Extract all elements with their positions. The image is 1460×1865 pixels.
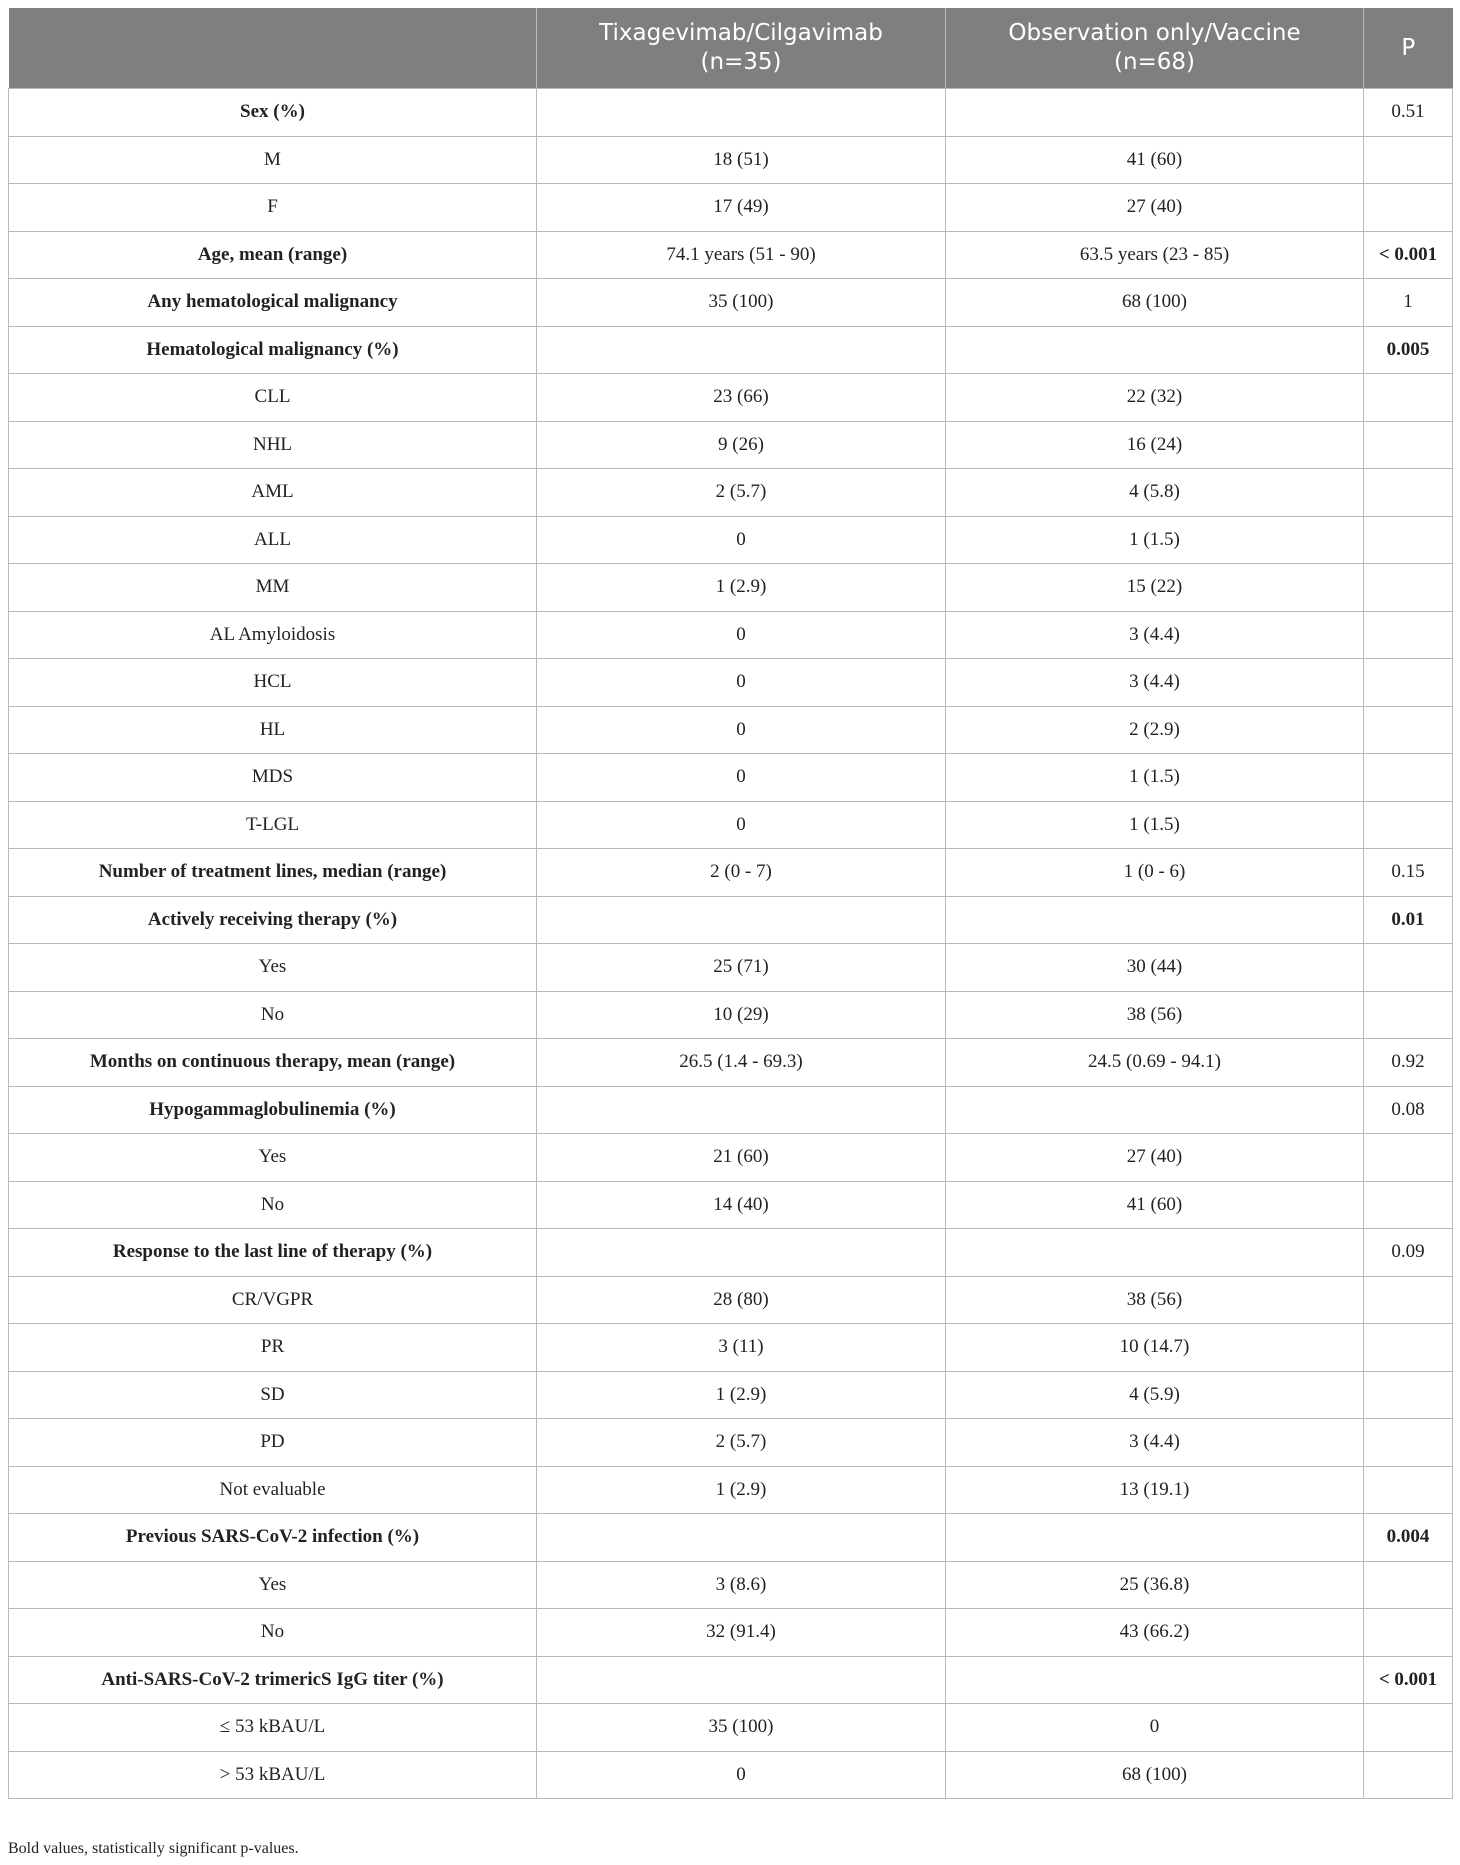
table-row [9,1371,1453,1419]
p-value-cell: < 0.001 [1364,1656,1453,1704]
p-value-cell [1364,184,1453,232]
p-value-cell [1364,1561,1453,1609]
row-label-cell: CR/VGPR [9,1276,537,1324]
tixagevimab-value-cell: 35 (100) [537,1704,946,1752]
table-row [9,1276,1453,1324]
row-label-cell: No [9,1609,537,1657]
tixagevimab-value-cell [537,1514,946,1562]
row-label-cell: Number of treatment lines, median (range) [9,849,537,897]
tixagevimab-value-cell: 0 [537,706,946,754]
header-row [9,8,1453,89]
tixagevimab-value-cell: 25 (71) [537,944,946,992]
observation-value-cell: 1 (1.5) [946,754,1364,802]
observation-value-cell [946,1229,1364,1277]
observation-value-cell: 15 (22) [946,564,1364,612]
row-label-cell: No [9,991,537,1039]
observation-value-cell [946,1656,1364,1704]
row-label-cell: Hypogammaglobulinemia (%) [9,1086,537,1134]
row-label-cell: Sex (%) [9,89,537,137]
observation-value-cell: 3 (4.4) [946,611,1364,659]
tixagevimab-value-cell: 9 (26) [537,421,946,469]
row-label-cell: ALL [9,516,537,564]
row-label-cell: HL [9,706,537,754]
table-row [9,801,1453,849]
table-row [9,1751,1453,1799]
header-observation-n: (n=68) [1113,49,1196,75]
row-label-cell: AML [9,469,537,517]
table-row [9,1086,1453,1134]
table-row [9,421,1453,469]
row-label-cell: Months on continuous therapy, mean (range) [9,1039,537,1087]
observation-value-cell: 41 (60) [946,1181,1364,1229]
tixagevimab-value-cell: 0 [537,659,946,707]
tixagevimab-value-cell: 3 (11) [537,1324,946,1372]
tixagevimab-value-cell [537,1229,946,1277]
p-value-cell [1364,991,1453,1039]
row-label-cell: PR [9,1324,537,1372]
observation-value-cell: 4 (5.8) [946,469,1364,517]
p-value-cell [1364,136,1453,184]
row-label-cell: T-LGL [9,801,537,849]
row-label-cell: Actively receiving therapy (%) [9,896,537,944]
table-row [9,279,1453,327]
p-value-cell: 0.08 [1364,1086,1453,1134]
observation-value-cell: 43 (66.2) [946,1609,1364,1657]
row-label-cell: CLL [9,374,537,422]
table-row [9,1656,1453,1704]
observation-value-cell: 68 (100) [946,279,1364,327]
p-value-cell [1364,1419,1453,1467]
tixagevimab-value-cell [537,326,946,374]
table-row [9,326,1453,374]
header-tixagevimab [537,8,946,89]
observation-value-cell: 25 (36.8) [946,1561,1364,1609]
row-label-cell: MM [9,564,537,612]
table-row [9,184,1453,232]
table-row [9,136,1453,184]
p-value-cell [1364,374,1453,422]
table-row [9,1229,1453,1277]
table-row [9,1609,1453,1657]
p-value-cell [1364,944,1453,992]
observation-value-cell: 10 (14.7) [946,1324,1364,1372]
row-label-cell: Yes [9,1134,537,1182]
observation-value-cell: 41 (60) [946,136,1364,184]
observation-value-cell: 1 (1.5) [946,801,1364,849]
row-label-cell: Hematological malignancy (%) [9,326,537,374]
p-value-cell [1364,1371,1453,1419]
row-label-cell: No [9,1181,537,1229]
table-row [9,1181,1453,1229]
table-row [9,1466,1453,1514]
observation-value-cell [946,1514,1364,1562]
tixagevimab-value-cell: 3 (8.6) [537,1561,946,1609]
p-value-cell: 0.005 [1364,326,1453,374]
observation-value-cell: 30 (44) [946,944,1364,992]
table-row [9,1561,1453,1609]
tixagevimab-value-cell: 74.1 years (51 - 90) [537,231,946,279]
tixagevimab-value-cell [537,1086,946,1134]
tixagevimab-value-cell: 21 (60) [537,1134,946,1182]
p-value-cell [1364,659,1453,707]
p-value-cell [1364,1276,1453,1324]
p-value-cell [1364,1181,1453,1229]
table-row [9,1419,1453,1467]
tixagevimab-value-cell: 2 (0 - 7) [537,849,946,897]
tixagevimab-value-cell: 0 [537,801,946,849]
p-value-cell [1364,421,1453,469]
tixagevimab-value-cell: 0 [537,516,946,564]
tixagevimab-value-cell: 35 (100) [537,279,946,327]
table-row [9,1704,1453,1752]
observation-value-cell: 38 (56) [946,991,1364,1039]
p-value-cell: 1 [1364,279,1453,327]
tixagevimab-value-cell: 0 [537,611,946,659]
tixagevimab-value-cell: 14 (40) [537,1181,946,1229]
row-label-cell: Yes [9,944,537,992]
p-value-cell [1364,801,1453,849]
table-row [9,1514,1453,1562]
tixagevimab-value-cell: 17 (49) [537,184,946,232]
row-label-cell: > 53 kBAU/L [9,1751,537,1799]
row-label-cell: Age, mean (range) [9,231,537,279]
row-label-cell: Any hematological malignancy [9,279,537,327]
tixagevimab-value-cell: 10 (29) [537,991,946,1039]
row-label-cell: Previous SARS-CoV-2 infection (%) [9,1514,537,1562]
p-value-cell [1364,1324,1453,1372]
p-value-cell: 0.004 [1364,1514,1453,1562]
p-value-cell [1364,1751,1453,1799]
tixagevimab-value-cell: 32 (91.4) [537,1609,946,1657]
tixagevimab-value-cell: 0 [537,754,946,802]
observation-value-cell [946,896,1364,944]
row-label-cell: HCL [9,659,537,707]
row-label-cell: PD [9,1419,537,1467]
row-label-cell: MDS [9,754,537,802]
header-tixagevimab-n: (n=35) [700,49,782,75]
table-row [9,1134,1453,1182]
header-characteristic [9,8,537,89]
observation-value-cell: 22 (32) [946,374,1364,422]
row-label-cell: F [9,184,537,232]
table-row [9,944,1453,992]
header-tixagevimab-name: Tixagevimab/Cilgavimab [599,20,883,46]
observation-value-cell: 3 (4.4) [946,659,1364,707]
table-row [9,516,1453,564]
p-value-cell: 0.01 [1364,896,1453,944]
row-label-cell: Not evaluable [9,1466,537,1514]
p-value-cell [1364,469,1453,517]
header-observation [946,8,1364,89]
header-p-value: P [1364,8,1453,89]
row-label-cell: M [9,136,537,184]
table-row [9,659,1453,707]
p-value-cell [1364,1466,1453,1514]
tixagevimab-value-cell [537,896,946,944]
p-value-cell: 0.51 [1364,89,1453,137]
table-row [9,89,1453,137]
row-label-cell: SD [9,1371,537,1419]
table-footnote: Bold values, statistically significant p-values. [8,1840,299,1857]
tixagevimab-value-cell: 0 [537,1751,946,1799]
tixagevimab-value-cell [537,1656,946,1704]
table-row [9,896,1453,944]
p-value-cell [1364,1609,1453,1657]
p-value-cell [1364,1134,1453,1182]
observation-value-cell: 38 (56) [946,1276,1364,1324]
observation-value-cell: 3 (4.4) [946,1419,1364,1467]
row-label-cell: Yes [9,1561,537,1609]
observation-value-cell: 0 [946,1704,1364,1752]
p-value-cell [1364,516,1453,564]
table-row [9,706,1453,754]
row-label-cell: Anti-SARS-CoV-2 trimericS IgG titer (%) [9,1656,537,1704]
observation-value-cell: 16 (24) [946,421,1364,469]
tixagevimab-value-cell: 18 (51) [537,136,946,184]
tixagevimab-value-cell: 23 (66) [537,374,946,422]
table-row [9,564,1453,612]
p-value-cell: 0.92 [1364,1039,1453,1087]
table-row [9,991,1453,1039]
observation-value-cell: 1 (1.5) [946,516,1364,564]
row-label-cell: ≤ 53 kBAU/L [9,1704,537,1752]
p-value-cell [1364,611,1453,659]
table-row [9,231,1453,279]
table-body [9,89,1453,1799]
tixagevimab-value-cell: 1 (2.9) [537,1371,946,1419]
observation-value-cell: 1 (0 - 6) [946,849,1364,897]
table-row [9,1039,1453,1087]
p-value-cell [1364,706,1453,754]
p-value-cell: 0.15 [1364,849,1453,897]
observation-value-cell: 63.5 years (23 - 85) [946,231,1364,279]
tixagevimab-value-cell [537,89,946,137]
observation-value-cell [946,89,1364,137]
table-header [9,8,1453,89]
observation-value-cell: 4 (5.9) [946,1371,1364,1419]
tixagevimab-value-cell: 2 (5.7) [537,469,946,517]
p-value-cell [1364,754,1453,802]
table-row [9,849,1453,897]
header-observation-name: Observation only/Vaccine [1008,20,1301,46]
characteristics-table-container [8,8,1452,1799]
tixagevimab-value-cell: 1 (2.9) [537,1466,946,1514]
tixagevimab-value-cell: 1 (2.9) [537,564,946,612]
observation-value-cell: 24.5 (0.69 - 94.1) [946,1039,1364,1087]
observation-value-cell: 13 (19.1) [946,1466,1364,1514]
p-value-cell: < 0.001 [1364,231,1453,279]
row-label-cell: AL Amyloidosis [9,611,537,659]
observation-value-cell [946,326,1364,374]
tixagevimab-value-cell: 28 (80) [537,1276,946,1324]
tixagevimab-value-cell: 26.5 (1.4 - 69.3) [537,1039,946,1087]
table-row [9,1324,1453,1372]
table-row [9,754,1453,802]
table-row [9,611,1453,659]
row-label-cell: NHL [9,421,537,469]
p-value-cell: 0.09 [1364,1229,1453,1277]
observation-value-cell: 27 (40) [946,1134,1364,1182]
observation-value-cell: 2 (2.9) [946,706,1364,754]
characteristics-table [8,8,1453,1799]
observation-value-cell: 27 (40) [946,184,1364,232]
table-row [9,374,1453,422]
table-row [9,469,1453,517]
p-value-cell [1364,564,1453,612]
tixagevimab-value-cell: 2 (5.7) [537,1419,946,1467]
observation-value-cell [946,1086,1364,1134]
p-value-cell [1364,1704,1453,1752]
row-label-cell: Response to the last line of therapy (%) [9,1229,537,1277]
observation-value-cell: 68 (100) [946,1751,1364,1799]
